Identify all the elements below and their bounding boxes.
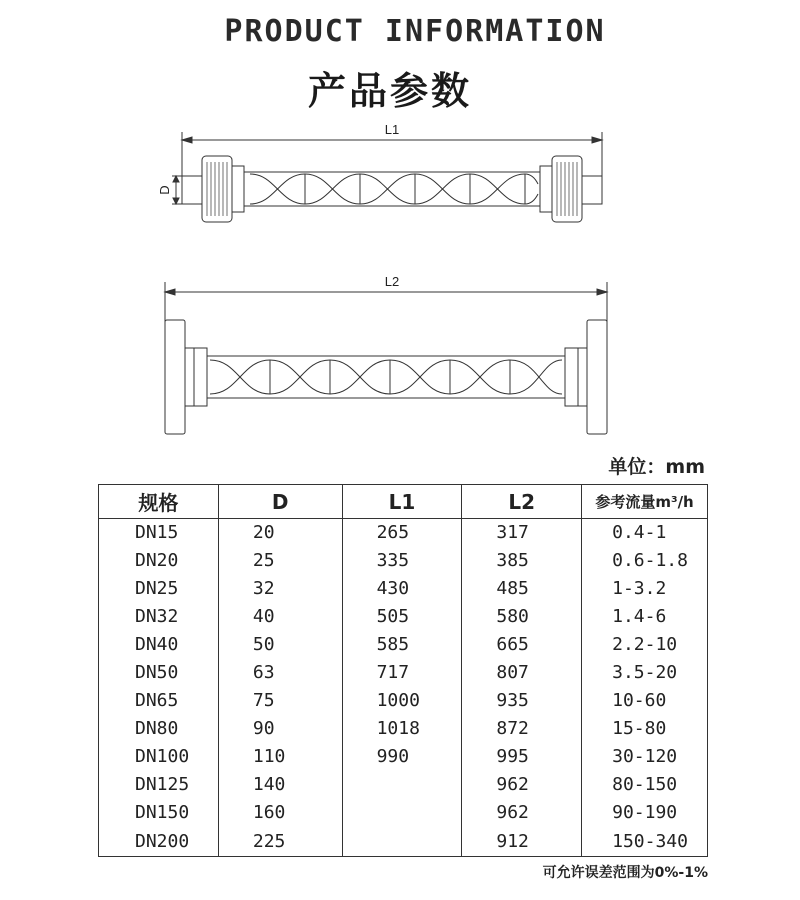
table-row (99, 659, 708, 687)
table-cell: DN150 (99, 799, 219, 827)
mixer-diagram-flanged (0, 262, 800, 442)
table-cell: 150-340 (582, 827, 708, 857)
table-cell: 90-190 (582, 799, 708, 827)
table-cell: 80-150 (582, 771, 708, 799)
unit-label: 单位：mm (608, 456, 705, 478)
dimension-label-l2: L2 (384, 274, 400, 289)
table-cell: 50 (218, 631, 342, 659)
table-cell: 1018 (342, 715, 462, 743)
table-cell: 20 (218, 519, 342, 547)
dimension-label-d: D (157, 185, 172, 195)
mixer-diagram-threaded (0, 118, 800, 238)
table-cell: 585 (342, 631, 462, 659)
table-cell: 580 (462, 603, 582, 631)
table-cell: 0.4-1 (582, 519, 708, 547)
table-cell: 140 (218, 771, 342, 799)
table-cell: 90 (218, 715, 342, 743)
table-cell: 872 (462, 715, 582, 743)
table-cell: DN65 (99, 687, 219, 715)
table-cell: 160 (218, 799, 342, 827)
table-row (99, 631, 708, 659)
table-cell: 935 (462, 687, 582, 715)
table-cell: 1-3.2 (582, 575, 708, 603)
table-header-row (99, 485, 708, 519)
table-cell: DN100 (99, 743, 219, 771)
tolerance-note: 可允许误差范围为0%-1% (542, 865, 708, 881)
table-cell: DN15 (99, 519, 219, 547)
header-l2: L2 (462, 485, 582, 519)
table-cell: DN40 (99, 631, 219, 659)
table-cell: DN80 (99, 715, 219, 743)
table-row (99, 771, 708, 799)
table-cell: 995 (462, 743, 582, 771)
table-cell: 30-120 (582, 743, 708, 771)
table-row (99, 687, 708, 715)
table-cell: 1.4-6 (582, 603, 708, 631)
table-cell: 807 (462, 659, 582, 687)
table-cell (342, 771, 462, 799)
header-spec: 规格 (99, 485, 219, 519)
table-cell: 385 (462, 547, 582, 575)
table-cell: 110 (218, 743, 342, 771)
table-cell: DN32 (99, 603, 219, 631)
table-row (99, 715, 708, 743)
table-cell: 505 (342, 603, 462, 631)
table-cell: DN125 (99, 771, 219, 799)
table-cell: 485 (462, 575, 582, 603)
table-cell: 2.2-10 (582, 631, 708, 659)
table-cell: 335 (342, 547, 462, 575)
table-cell: 32 (218, 575, 342, 603)
table-cell: 63 (218, 659, 342, 687)
table-cell: 665 (462, 631, 582, 659)
table-cell: 225 (218, 827, 342, 857)
table-cell: 317 (462, 519, 582, 547)
table-cell: 962 (462, 799, 582, 827)
table-cell: 0.6-1.8 (582, 547, 708, 575)
table-row (99, 547, 708, 575)
table-cell: DN20 (99, 547, 219, 575)
table-row (99, 603, 708, 631)
title-english: PRODUCT INFORMATION (224, 14, 606, 49)
table-cell (342, 799, 462, 827)
table-cell: 40 (218, 603, 342, 631)
specification-table (98, 484, 708, 857)
table-cell: 10-60 (582, 687, 708, 715)
header-d: D (218, 485, 342, 519)
table-row (99, 575, 708, 603)
table-cell: 717 (342, 659, 462, 687)
table-cell: 912 (462, 827, 582, 857)
table-cell (342, 827, 462, 857)
table-cell: 962 (462, 771, 582, 799)
header-l1: L1 (342, 485, 462, 519)
table-cell: 430 (342, 575, 462, 603)
table-cell: DN200 (99, 827, 219, 857)
table-row (99, 743, 708, 771)
table-row (99, 519, 708, 547)
table-cell: 15-80 (582, 715, 708, 743)
table-cell: 1000 (342, 687, 462, 715)
dimension-label-l1: L1 (384, 122, 400, 137)
table-row (99, 799, 708, 827)
table-cell: DN50 (99, 659, 219, 687)
table-cell: DN25 (99, 575, 219, 603)
table-cell: 990 (342, 743, 462, 771)
title-chinese: 产品参数 (307, 69, 472, 113)
table-cell: 265 (342, 519, 462, 547)
table-row (99, 827, 708, 857)
table-cell: 75 (218, 687, 342, 715)
table-cell: 25 (218, 547, 342, 575)
header-flow: 参考流量m³/h (582, 485, 708, 519)
table-cell: 3.5-20 (582, 659, 708, 687)
